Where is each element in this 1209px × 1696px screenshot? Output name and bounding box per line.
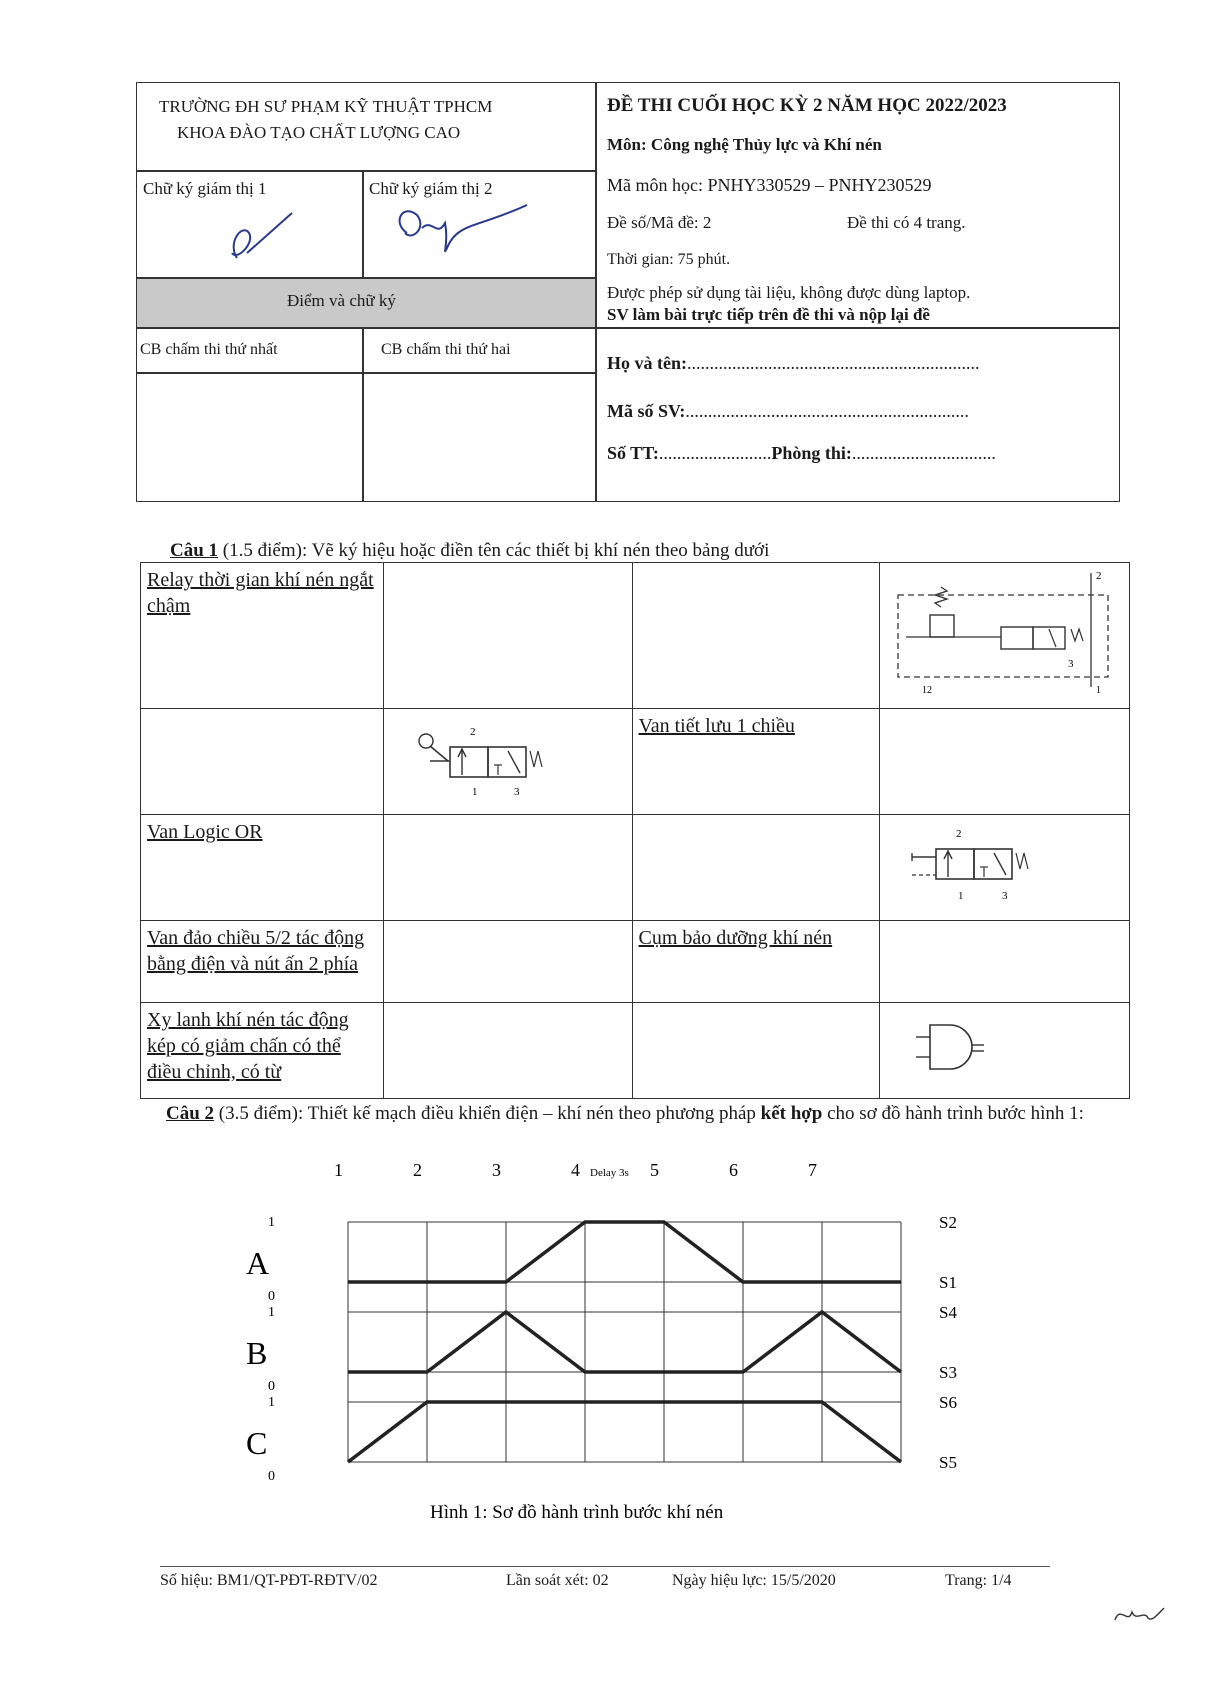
footer-rule: [160, 1566, 1050, 1567]
name-field: [607, 353, 980, 374]
trace-A: [348, 1222, 901, 1282]
page-count: Đề thi có 4 trang.: [847, 213, 966, 232]
port-2-label: 2: [1096, 570, 1102, 582]
port-1-label: 1: [958, 890, 964, 902]
and-gate-symbol: [886, 1007, 1122, 1087]
diagram-traces: [348, 1222, 901, 1462]
sensor-S3: S3: [939, 1363, 957, 1382]
roller-valve-symbol: [390, 713, 626, 803]
duration: Thời gian: 75 phút.: [607, 251, 731, 268]
header-divider: [595, 83, 597, 501]
cell-blank[interactable]: [383, 1003, 632, 1099]
student-id-field: [607, 401, 969, 422]
step-diagram: [240, 1160, 1000, 1530]
q1-title: [170, 540, 769, 562]
room-dots: ................................: [851, 443, 996, 463]
q2-instruction-end: cho sơ đồ hành trình bước hình 1:: [822, 1103, 1084, 1124]
footer-doc-id: Số hiệu: BM1/QT-PĐT-RĐTV/02: [160, 1572, 378, 1589]
school-name: TRƯỜNG ĐH SƯ PHẠM KỸ THUẬT TPHCM: [159, 97, 493, 116]
actuator-B-hi: 1: [268, 1305, 275, 1320]
student-id-dots: ...............................................................: [685, 401, 969, 421]
table-row: [141, 815, 1130, 921]
port-1-label: 1: [1096, 685, 1101, 696]
cell-symbol-and-gate: [880, 1003, 1130, 1099]
proctor1-signature: [197, 203, 317, 273]
exam-number: Đề số/Mã đề: 2: [607, 213, 712, 232]
rule-submit: SV làm bài trực tiếp trên đề thi và nộp lại đề: [607, 305, 930, 324]
step-label: 4: [571, 1160, 580, 1180]
table-row: [141, 921, 1130, 1003]
table-row: [141, 1003, 1130, 1099]
cell-blank[interactable]: [880, 921, 1130, 1003]
cell-throttle-valve: Van tiết lưu 1 chiều: [632, 709, 879, 815]
footer-revision: Lần soát xét: 02: [506, 1572, 609, 1589]
actuator-B-label: B: [246, 1335, 268, 1371]
step-label: 5: [650, 1160, 659, 1180]
grader1-label: CB chấm thi thứ nhất: [140, 341, 278, 358]
actuator-C-hi: 1: [268, 1395, 275, 1410]
port-2-label: 2: [469, 726, 476, 738]
proctor1-label: Chữ ký giám thị 1: [143, 179, 267, 198]
cell-52-valve: Van đảo chiều 5/2 tác động bằng điện và nút ấn 2 phía: [141, 921, 384, 1003]
q2-instruction: (3.5 điểm): Thiết kế mạch điều khiển điện – khí nén theo phương pháp: [214, 1103, 761, 1124]
sensor-S1: S1: [939, 1273, 957, 1292]
actuator-A-label: A: [246, 1245, 270, 1281]
footer-effective-date: Ngày hiệu lực: 15/5/2020: [672, 1572, 836, 1589]
step-label: 7: [808, 1160, 817, 1180]
delay-label: Delay 3s: [590, 1167, 629, 1179]
sensor-S2: S2: [939, 1213, 957, 1232]
actuator-A-hi: 1: [268, 1215, 275, 1230]
step-label: 1: [334, 1160, 343, 1180]
grader2-label: CB chấm thi thứ hai: [381, 341, 511, 358]
rule-materials: Được phép sử dụng tài liệu, không được dùng laptop.: [607, 283, 971, 302]
cell-symbol-roller-valve: [383, 709, 632, 815]
actuator-labels: [246, 1213, 957, 1484]
header-line: [137, 277, 595, 279]
trace-B: [348, 1312, 901, 1372]
q1-instruction: (1.5 điểm): Vẽ ký hiệu hoặc điền tên các thiết bị khí nén theo bảng dưới: [218, 540, 770, 561]
trace-C: [348, 1402, 901, 1462]
seq-dots: .........................: [658, 443, 772, 463]
sensor-S4: S4: [939, 1303, 957, 1322]
port-3-label: 3: [513, 786, 520, 798]
q2-title: [166, 1100, 1086, 1128]
cell-frl-unit: Cụm bảo dưỡng khí nén: [632, 921, 879, 1003]
cell-blank[interactable]: [632, 815, 879, 921]
diagram-caption: Hình 1: Sơ đồ hành trình bước khí nén: [430, 1502, 724, 1523]
seq-room-field: [607, 443, 996, 464]
room-label: Phòng thi:: [771, 443, 852, 463]
cell-blank[interactable]: [141, 709, 384, 815]
port-2-label: 2: [956, 828, 962, 840]
subject: Môn: Công nghệ Thủy lực và Khí nén: [607, 135, 882, 154]
header-line: [137, 170, 595, 172]
port-12-label: 12: [922, 685, 932, 696]
exam-title: ĐỀ THI CUỐI HỌC KỲ 2 NĂM HỌC 2022/2023: [607, 95, 1007, 116]
cell-blank[interactable]: [632, 1003, 879, 1099]
exam-header: [136, 82, 1120, 502]
name-label: Họ và tên:: [607, 353, 687, 373]
faculty-name: KHOA ĐÀO TẠO CHẤT LƯỢNG CAO: [177, 123, 461, 142]
step-label: 6: [729, 1160, 738, 1180]
cell-blank[interactable]: [632, 563, 879, 709]
course-code: Mã môn học: PNHY330529 – PNHY230529: [607, 175, 932, 195]
header-divider: [362, 170, 364, 501]
name-dots: .................................................................: [687, 353, 980, 373]
actuator-C-lo: 0: [268, 1469, 275, 1484]
time-relay-symbol: [886, 567, 1122, 697]
cell-blank[interactable]: [383, 563, 632, 709]
table-row: [141, 563, 1130, 709]
q2-number: Câu 2: [166, 1103, 215, 1124]
q1-number: Câu 1: [170, 540, 219, 561]
step-label: 2: [413, 1160, 422, 1180]
q2-method: kết hợp: [760, 1103, 823, 1124]
footer-page: Trang: 1/4: [945, 1572, 1012, 1589]
actuator-B-lo: 0: [268, 1379, 275, 1394]
header-line: [137, 327, 595, 329]
header-line: [137, 372, 595, 374]
seq-label: Số TT:: [607, 443, 659, 463]
cell-cylinder: Xy lanh khí nén tác động kép có giảm chấn có thể điều chỉnh, có từ: [141, 1003, 384, 1099]
actuator-C-label: C: [246, 1425, 268, 1461]
port-3-label: 3: [1002, 890, 1008, 902]
sensor-S6: S6: [939, 1393, 957, 1412]
port-1-label: 1: [471, 786, 478, 798]
sensor-S5: S5: [939, 1453, 957, 1472]
cell-symbol-button-valve: [880, 815, 1130, 921]
step-labels: [334, 1160, 817, 1180]
cell-time-relay: Relay thời gian khí nén ngắt chậm: [141, 563, 384, 709]
header-line: [595, 327, 1119, 329]
diagram-grid: [348, 1222, 901, 1462]
cell-symbol-time-relay: [880, 563, 1130, 709]
page-initials: [1110, 1600, 1170, 1630]
cell-blank[interactable]: [383, 921, 632, 1003]
score-sign-label: Điểm và chữ ký: [287, 291, 396, 310]
cell-logic-or: Van Logic OR: [141, 815, 384, 921]
proctor2-signature: [387, 193, 547, 263]
cell-blank[interactable]: [880, 709, 1130, 815]
port-3-label: 3: [1068, 658, 1074, 670]
proctor2-label: Chữ ký giám thị 2: [369, 179, 493, 198]
q1-table: [140, 562, 1130, 1099]
student-id-label: Mã số SV:: [607, 401, 686, 421]
table-row: [141, 709, 1130, 815]
button-valve-symbol: [886, 819, 1122, 909]
cell-blank[interactable]: [383, 815, 632, 921]
actuator-A-lo: 0: [268, 1289, 275, 1304]
step-label: 3: [492, 1160, 501, 1180]
